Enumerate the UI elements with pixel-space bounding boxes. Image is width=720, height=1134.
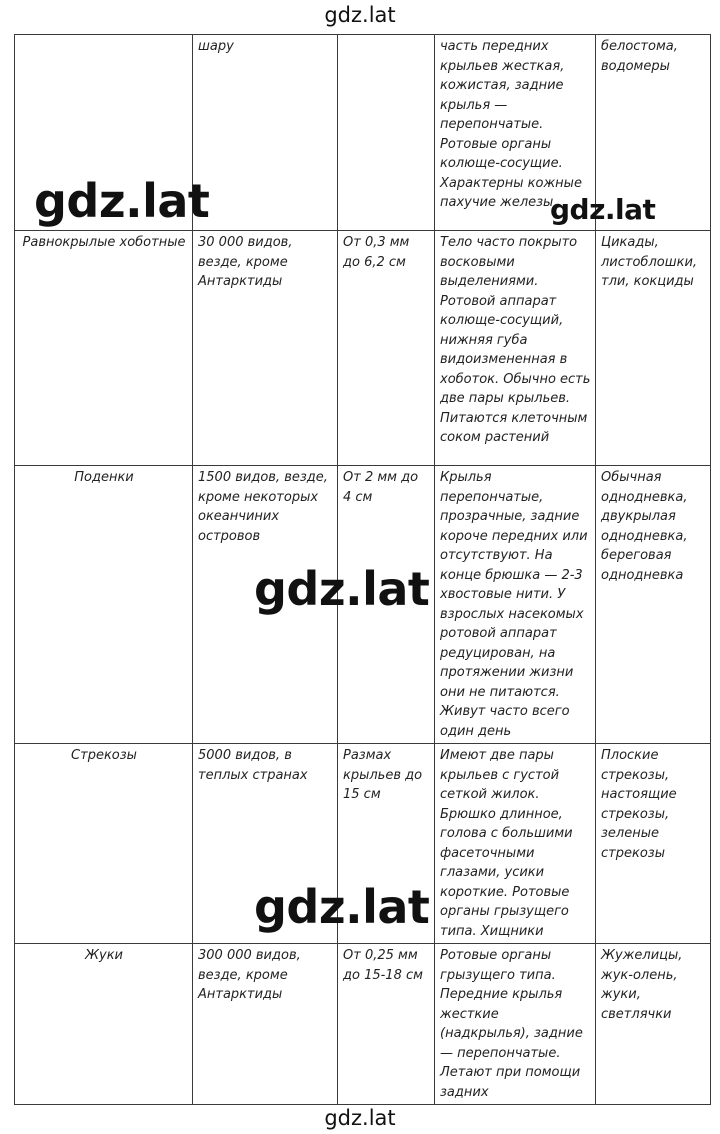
features-cell: часть передних крыльев жесткая, кожистая, задние крылья — перепончатые. Ротовые органы колюще-сосущие. Характерны кожные пахучие железы — [435, 35, 596, 231]
site-label-bottom: gdz.lat — [324, 1106, 396, 1130]
size-cell: От 0,25 мм до 15-18 см — [338, 944, 435, 1105]
features-cell: Крылья перепончатые, прозрачные, задние короче передних или отсутствуют. На конце брюшка — 2-3 хвостовые нити. У взрослых насекомых ротовой аппарат редуцирован, на протяжении жизни они не питаются. Живут часто всего один день — [435, 466, 596, 744]
watermark: gdz.lat — [254, 562, 430, 616]
size-cell — [338, 35, 435, 231]
order-name-cell: Стрекозы — [15, 744, 193, 944]
table-row — [15, 944, 711, 1105]
size-cell: От 0,3 мм до 6,2 см — [338, 231, 435, 466]
species-cell: 5000 видов, в теплых странах — [193, 744, 338, 944]
order-name-cell: Жуки — [15, 944, 193, 1105]
species-cell: 1500 видов, везде, кроме некоторых океанчиних островов — [193, 466, 338, 744]
features-cell: Имеют две пары крыльев с густой сеткой жилок. Брюшко длинное, голова с большими фасеточными глазами, усики короткие. Ротовые органы грызущего типа. Хищники — [435, 744, 596, 944]
features-cell: Тело часто покрыто восковыми выделениями. Ротовой аппарат колюще-сосущий, нижняя губа видоизмененная в хоботок. Обычно есть две пары крыльев. Питаются клеточным соком растений — [435, 231, 596, 466]
order-name-cell: Поденки — [15, 466, 193, 744]
size-cell: Размах крыльев до 15 см — [338, 744, 435, 944]
species-cell: 30 000 видов, везде, кроме Антарктиды — [193, 231, 338, 466]
examples-cell: Обычная однодневка, двукрылая однодневка, береговая однодневка — [596, 466, 711, 744]
examples-cell: Жужелицы, жук-олень, жуки, светлячки — [596, 944, 711, 1105]
order-name-cell: Равнокрылые хоботные — [15, 231, 193, 466]
watermark: gdz.lat — [254, 880, 430, 934]
watermark: gdz.lat — [550, 193, 656, 226]
table-row — [15, 231, 711, 466]
watermark: gdz.lat — [34, 174, 210, 228]
species-cell: 300 000 видов, везде, кроме Антарктиды — [193, 944, 338, 1105]
site-label-top: gdz.lat — [324, 3, 396, 27]
features-cell: Ротовые органы грызущего типа. Передние крылья жесткие (надкрылья), задние — перепончатые. Летают при помощи задних — [435, 944, 596, 1105]
examples-cell: Цикады, листоблошки, тли, кокциды — [596, 231, 711, 466]
species-cell: шару — [193, 35, 338, 231]
size-cell: От 2 мм до 4 см — [338, 466, 435, 744]
examples-cell: белостома, водомеры — [596, 35, 711, 231]
examples-cell: Плоские стрекозы, настоящие стрекозы, зеленые стрекозы — [596, 744, 711, 944]
